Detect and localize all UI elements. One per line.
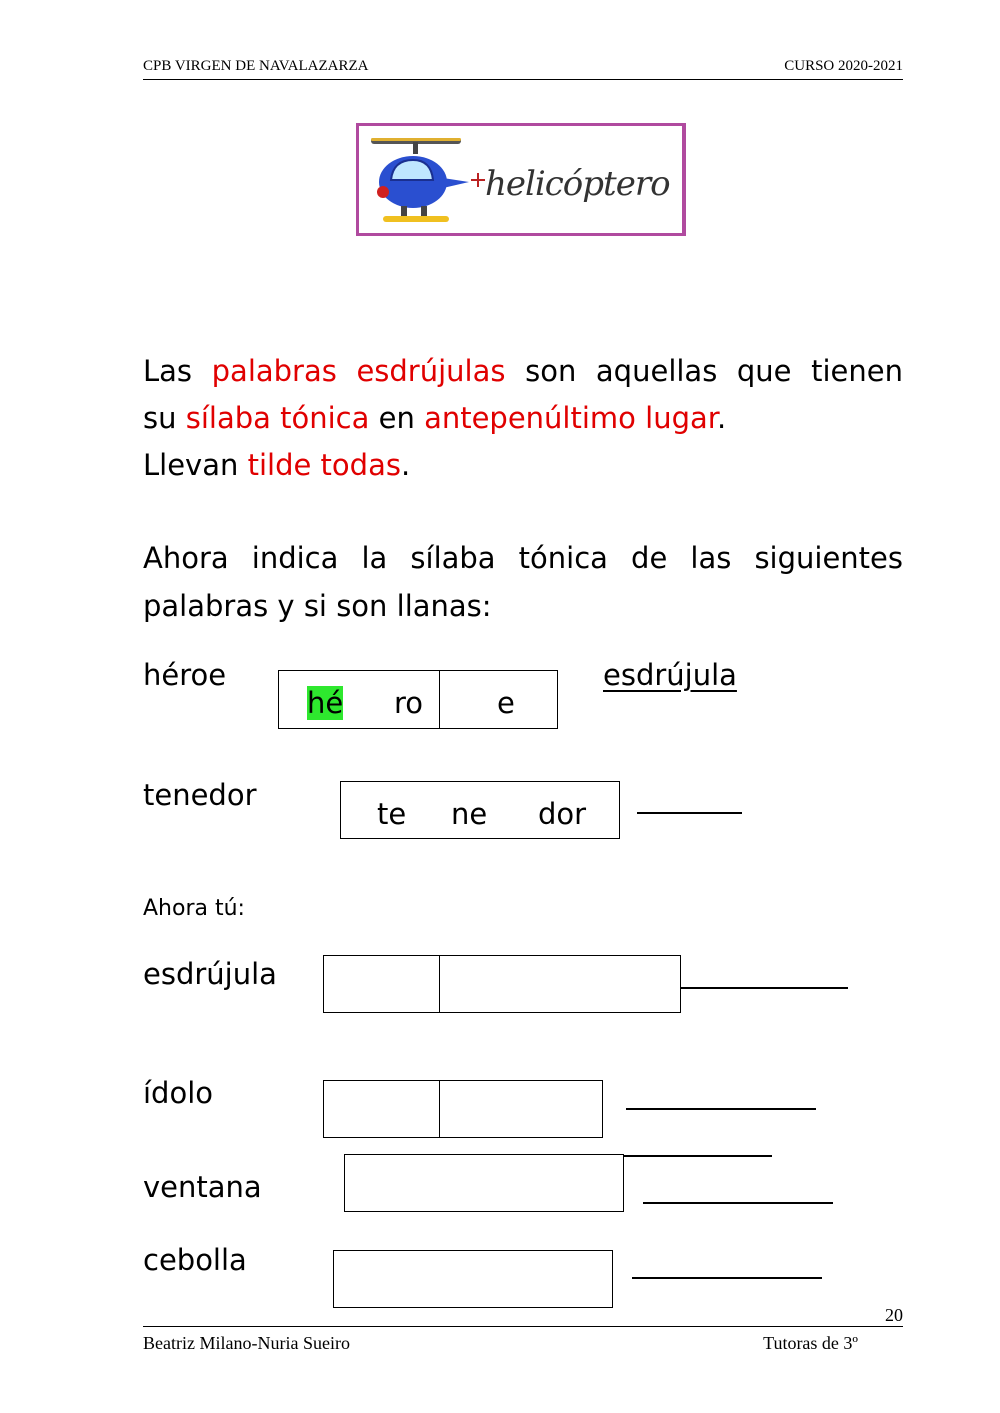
answer-line-cebolla[interactable]	[632, 1277, 822, 1279]
syllable-box-ventana[interactable]	[344, 1154, 624, 1212]
rule-line-2: su sílaba tónica en antepenúltimo lugar.	[143, 401, 727, 435]
helicopter-caption: helicóptero	[485, 164, 670, 204]
practice-label: Ahora tú:	[143, 896, 245, 921]
syllable-box-idolo[interactable]	[323, 1080, 603, 1138]
syllable-box-heroe	[278, 670, 558, 729]
school-name: CPB VIRGEN DE NAVALAZARZA	[143, 58, 369, 74]
course-year: CURSO 2020-2021	[784, 58, 903, 74]
page-number: 20	[885, 1305, 903, 1325]
syllable: ne	[451, 797, 488, 831]
footer-role: Tutoras de 3º	[763, 1333, 858, 1353]
answer-heroe: esdrújula	[603, 658, 737, 692]
instruction-line-2: palabras y si son llanas:	[143, 589, 492, 623]
rule-line-3: Llevan tilde todas.	[143, 448, 411, 482]
header-rule	[143, 79, 903, 80]
syllable-divider	[439, 1081, 440, 1137]
practice-word-cebolla: cebolla	[143, 1243, 247, 1277]
rule-line-1: Las palabras esdrújulas son aquellas que tienen	[143, 354, 903, 388]
footer-rule	[143, 1326, 903, 1327]
sparkle-icon	[471, 173, 485, 187]
syllable: e	[497, 686, 515, 720]
example-word-heroe: héroe	[143, 658, 227, 692]
syllable-box-tenedor	[340, 781, 620, 839]
example-word-tenedor: tenedor	[143, 778, 257, 812]
syllable: te	[377, 797, 407, 831]
answer-line-ventana[interactable]	[643, 1202, 833, 1204]
answer-line-tenedor[interactable]	[637, 812, 742, 814]
practice-word-esdrujula: esdrújula	[143, 957, 277, 991]
syllable-box-cebolla[interactable]	[333, 1250, 613, 1308]
syllable-divider	[439, 671, 440, 728]
practice-word-ventana: ventana	[143, 1170, 262, 1204]
answer-line-idolo[interactable]	[626, 1108, 816, 1110]
practice-word-idolo: ídolo	[143, 1076, 214, 1110]
syllable: ro	[394, 686, 424, 720]
helicopter-icon	[361, 130, 471, 230]
footer-authors: Beatriz Milano-Nuria Sueiro	[143, 1333, 350, 1353]
stray-line	[622, 1155, 772, 1157]
syllable-box-esdrujula[interactable]	[323, 955, 681, 1013]
answer-line-esdrujula[interactable]	[680, 987, 848, 989]
instruction-line-1: Ahora indica la sílaba tónica de las siguientes	[143, 541, 903, 575]
syllable-divider	[439, 956, 440, 1012]
helicopter-image	[356, 123, 686, 236]
tonic-syllable: hé	[307, 686, 344, 720]
syllable: dor	[538, 797, 587, 831]
